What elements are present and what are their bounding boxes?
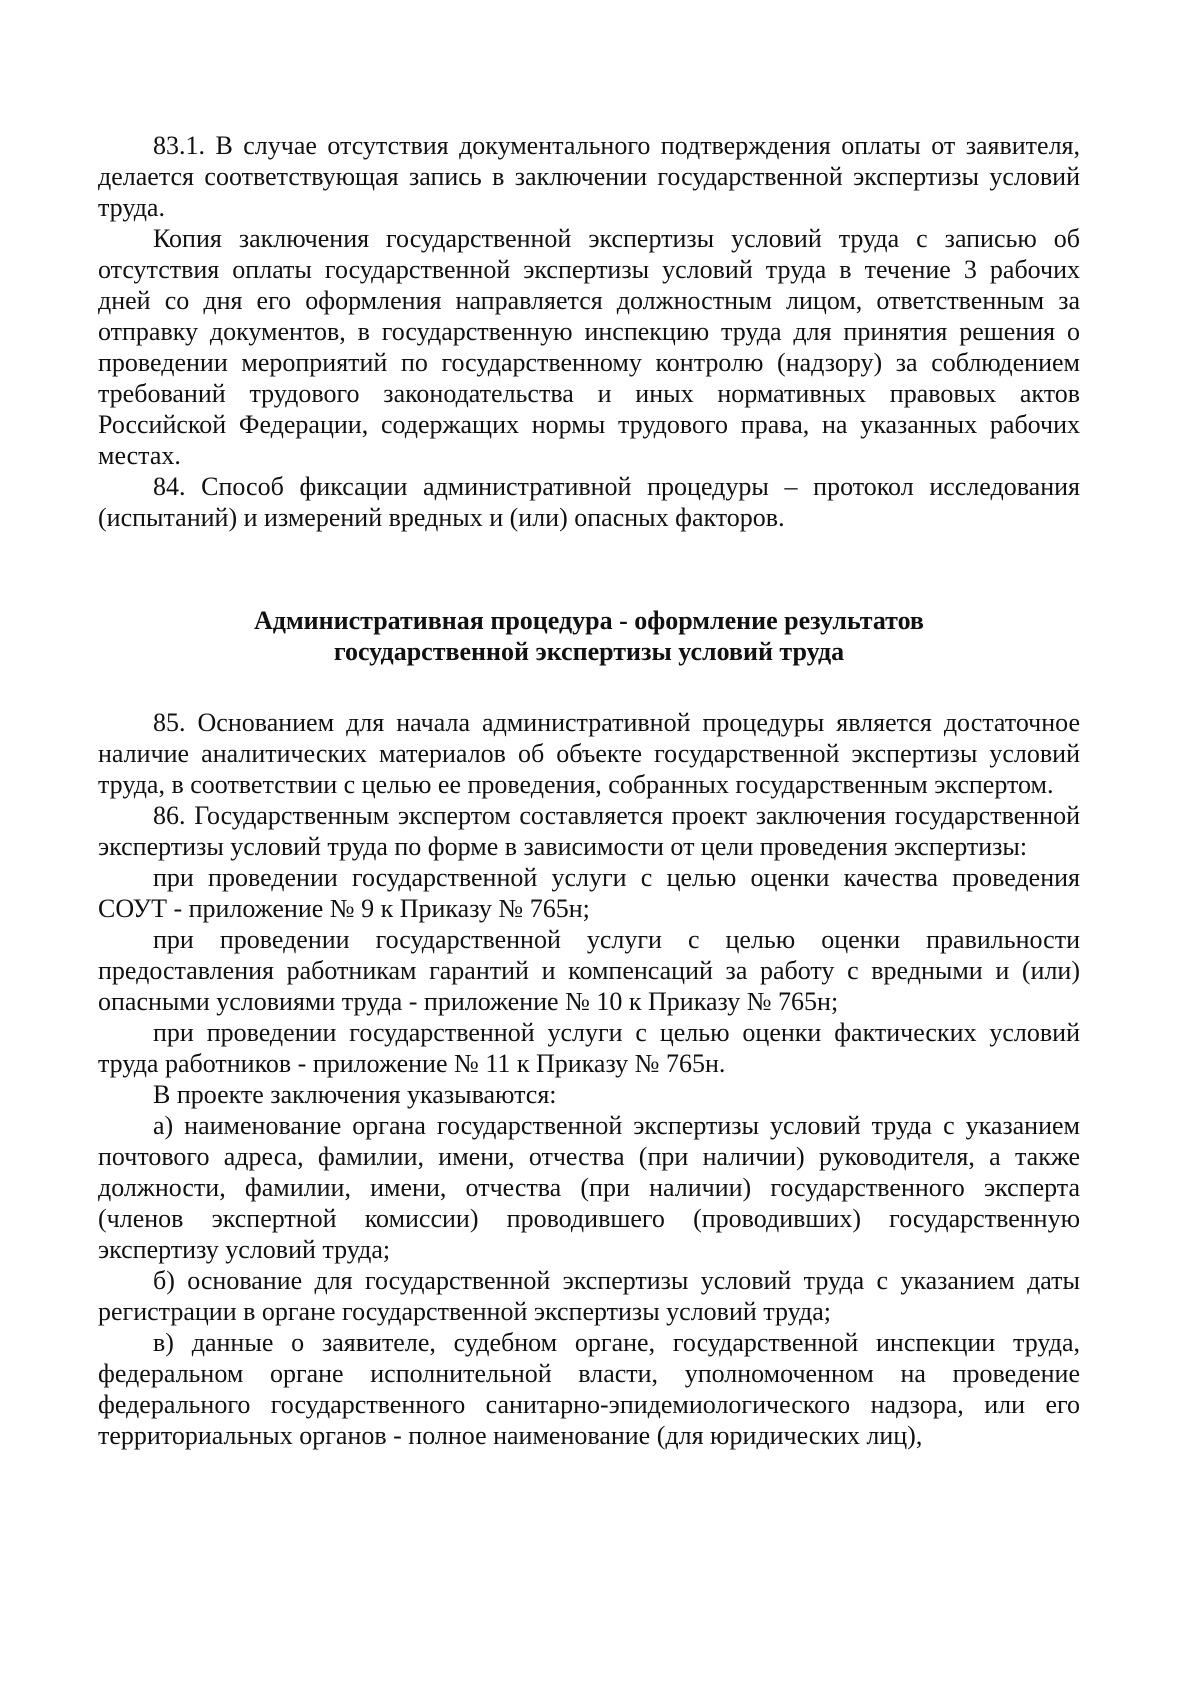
spacer	[98, 667, 1080, 707]
list-item-v: в) данные о заявителе, судебном органе, государственной инспекции труда, федеральном органе исполнительной власти, уполномоченном на проведение федерального государственного санитарно-эпидемиологического надзора, или его территориальных органов - полное наименование (для юридических лиц),	[98, 1328, 1080, 1450]
paragraph-project-intro: В проекте заключения указываются:	[153, 1080, 557, 1109]
list-item-a: а) наименование органа государственной экспертизы условий труда с указанием почтового адреса, фамилии, имени, отчества (при наличии) руководителя, а также должности, фамилии, имени, отчества (при наличии) государственного эксперта (членов экспертной комиссии) проводившего (проводивших) государственную экспертизу условий труда;	[98, 1111, 1080, 1264]
paragraph-86-item-1: при проведении государственной услуги с целью оценки качества проведения СОУТ - приложение № 9 к Приказу № 765н;	[98, 863, 1080, 923]
paragraph-86-item-2: при проведении государственной услуги с целью оценки правильности предоставления работникам гарантий и компенсаций за работу с вредными и (или) опасными условиями труда - приложение № 10 к Приказу № 765н;	[98, 925, 1080, 1016]
section-heading-line-1: Административная процедура - оформление результатов	[254, 606, 924, 635]
paragraph-86-item-3: при проведении государственной услуги с целью оценки фактических условий труда работников - приложение № 11 к Приказу № 765н.	[98, 1018, 1080, 1078]
spacer	[98, 533, 1080, 605]
list-item-b: б) основание для государственной экспертизы условий труда с указанием даты регистрации в органе государственной экспертизы условий труда;	[98, 1266, 1080, 1326]
paragraph-85: 85. Основанием для начала административной процедуры является достаточное наличие аналитических материалов об объекте государственной экспертизы условий труда, в соответствии с целью ее проведения, собранных государственным экспертом.	[98, 708, 1080, 799]
paragraph-copy-conclusion: Копия заключения государственной экспертизы условий труда с записью об отсутствия оплаты государственной экспертизы условий труда в течение 3 рабочих дней со дня его оформления направляется должностным лицом, ответственным за отправку документов, в государственную инспекцию труда для принятия решения о проведении мероприятий по государственному контролю (надзору) за соблюдением требований трудового законодательства и иных нормативных правовых актов Российской Федерации, содержащих нормы трудового права, на указанных рабочих местах.	[98, 224, 1080, 470]
paragraph-83-1: 83.1. В случае отсутствия документального подтверждения оплаты от заявителя, делается соответствующая запись в заключении государственной экспертизы условий труда.	[98, 131, 1080, 222]
section-heading-line-2: государственной экспертизы условий труда	[333, 637, 845, 666]
paragraph-84: 84. Способ фиксации административной процедуры – протокол исследования (испытаний) и измерений вредных и (или) опасных факторов.	[98, 472, 1080, 532]
paragraph-86: 86. Государственным экспертом составляется проект заключения государственной экспертизы условий труда по форме в зависимости от цели проведения экспертизы:	[98, 801, 1080, 861]
document-page	[98, 130, 1080, 1451]
